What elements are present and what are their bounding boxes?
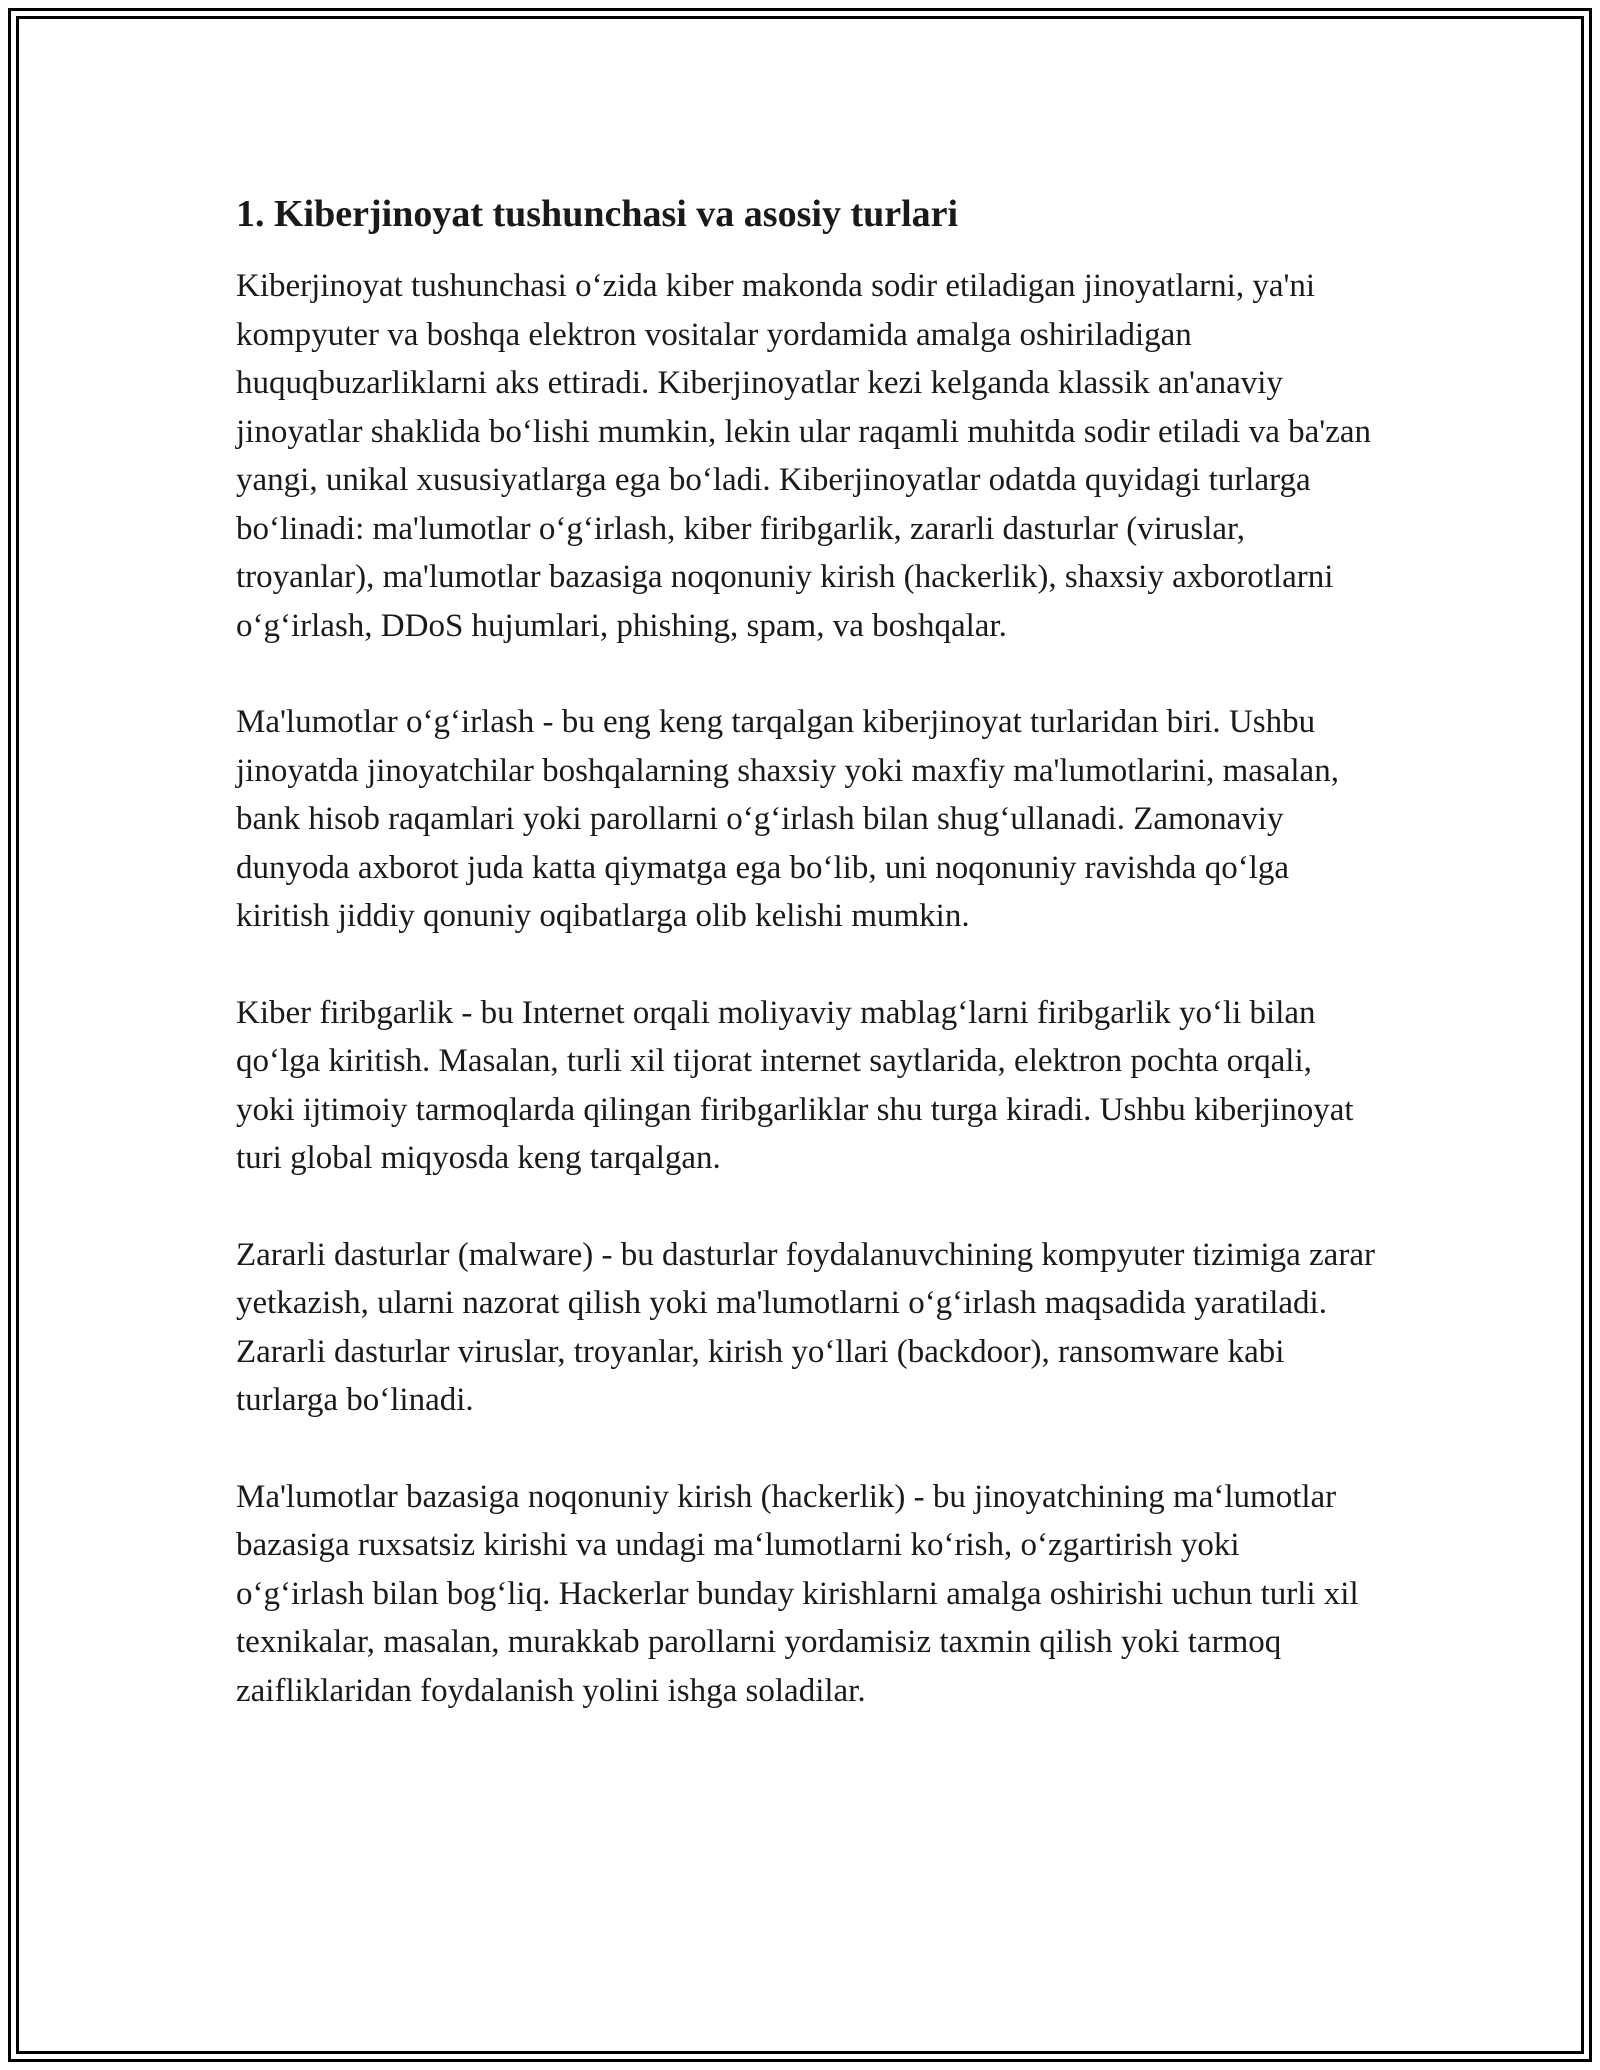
paragraph-data-theft: Ma'lumotlar o‘g‘irlash - bu eng keng tarqalgan kiberjinoyat turlaridan biri. Ushbu jinoyatda jinoyatchilar boshqalarning shaxsiy yoki maxfiy ma'lumotlarini, masalan, bank hisob raqamlari yoki parollarni o‘g‘irlash bilan shug‘ullanadi. Zamonaviy dunyoda axborot juda katta qiymatga ega bo‘lib, uni noqonuniy ravishda qo‘lga kiritish jiddiy qonuniy oqibatlarga olib kelishi mumkin. [236,704,1339,934]
paragraph-malware: Zararli dasturlar (malware) - bu dasturlar foydalanuvchining kompyuter tizimiga zarar yetkazish, ularni nazorat qilish yoki ma'lumotlarni o‘g‘irlash maqsadida yaratiladi. Zararli dasturlar viruslar, troyanlar, kirish yo‘llari (backdoor), ransomware kabi turlarga bo‘linadi. [236,1236,1375,1418]
document-body [236,186,1376,1763]
paragraph-hacking: Ma'lumotlar bazasiga noqonuniy kirish (hackerlik) - bu jinoyatchining ma‘lumotlar bazasiga ruxsatsiz kirishi va undagi ma‘lumotlarni ko‘rish, o‘zgartirish yoki o‘g‘irlash bilan bog‘liq. Hackerlar bunday kirishlarni amalga oshirishi uchun turli xil texnikalar, masalan, murakkab parollarni yordamisiz taxmin qilish yoki tarmoq zaifliklaridan foydalanish yolini ishga soladilar. [236,1478,1359,1709]
section-heading: 1. Kiberjinoyat tushunchasi va asosiy turlari [236,193,959,235]
paragraph-definition: Kiberjinoyat tushunchasi o‘zida kiber makonda sodir etiladigan jinoyatlarni, ya'ni kompyuter va boshqa elektron vositalar yordamida amalga oshiriladigan huquqbuzarliklarni aks ettiradi. Kiberjinoyatlar kezi kelganda klassik an'anaviy jinoyatlar shaklida bo‘lishi mumkin, lekin ular raqamli muhitda sodir etiladi va ba'zan yangi, unikal xususiyatlarga ega bo‘ladi. Kiberjinoyatlar odatda quyidagi turlarga bo‘linadi: ma'lumotlar o‘g‘irlash, kiber firibgarlik, zararli dasturlar (viruslar, troyanlar), ma'lumotlar bazasiga noqonuniy kirish (hackerlik), shaxsiy axborotlarni o‘g‘irlash, DDoS hujumlari, phishing, spam, va boshqalar. [236,268,1372,644]
paragraph-cyber-fraud: Kiber firibgarlik - bu Internet orqali moliyaviy mablag‘larni firibgarlik yo‘li bilan qo‘lga kiritish. Masalan, turli xil tijorat internet saytlarida, elektron pochta orqali, yoki ijtimoiy tarmoqlarda qilingan firibgarliklar shu turga kiradi. Ushbu kiberjinoyat turi global miqyosda keng tarqalgan. [236,994,1354,1176]
